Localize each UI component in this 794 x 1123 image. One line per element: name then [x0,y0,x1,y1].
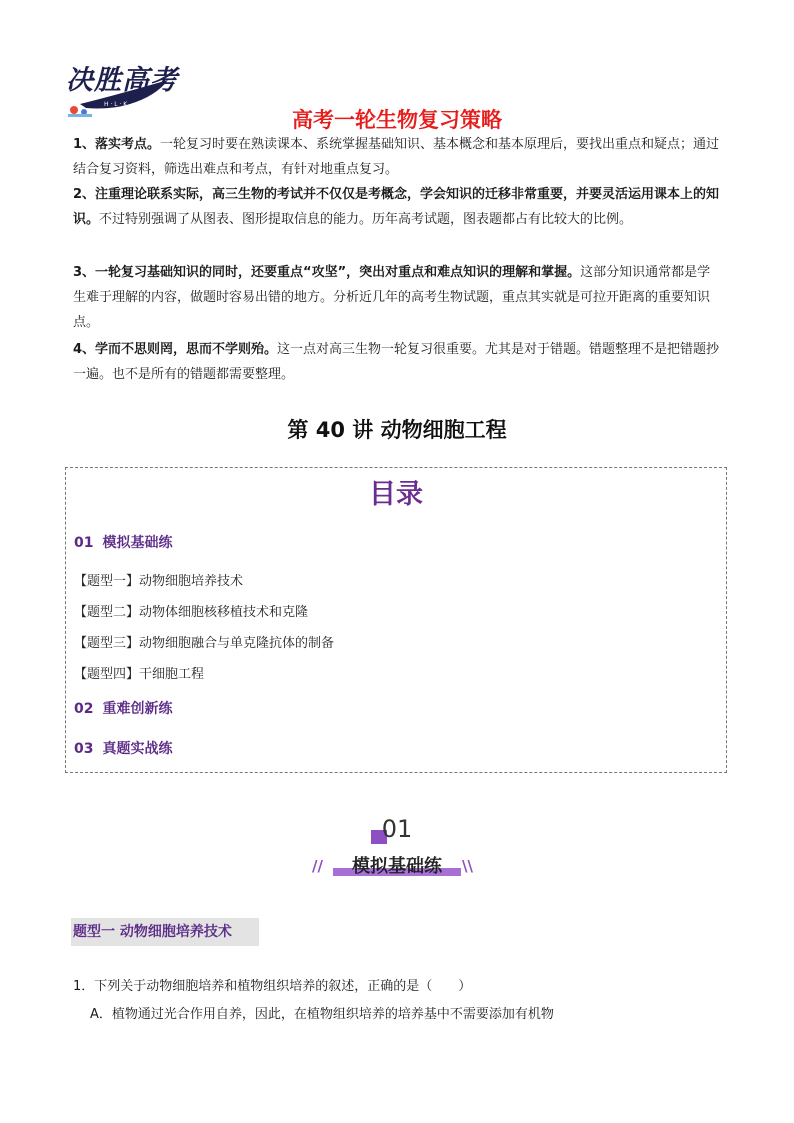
toc-item-type-3[interactable]: 【题型三】动物细胞融合与单克隆抗体的制备 [74,636,335,651]
banner-slash-right-icon: \\ [462,857,473,875]
strategy-3-text: 这部分知识通常都是学生难于理解的内容，做题时容易出错的地方。分析近几年的高考生物试题，重点其实就是可拉开距离的重要知识点。 [73,265,711,330]
lecture-title: 第 40 讲 动物细胞工程 [287,418,507,442]
question-option-a: A．植物通过光合作用自养，因此，在植物组织培养的培养基中不需要添加有机物 [90,1007,554,1022]
svg-text:H · L · K: H · L · K [104,101,128,108]
page-title: 高考一轮生物复习策略 [292,108,502,132]
toc-section-num: 02 [74,701,94,717]
banner-slash-left-icon: // [312,857,323,875]
strategy-1-text: 一轮复习时要在熟读课本、系统掌握基础知识、基本概念和基本原理后，要找出重点和疑点；通过结合复习资料，筛选出难点和考点，有针对地重点复习。 [73,137,720,177]
strategy-paragraph-3 [73,260,723,335]
table-of-contents [65,467,727,773]
strategy-3-bold: 3、一轮复习基础知识的同时，还要重点“攻坚”，突出对重点和难点知识的理解和掌握。 [73,265,581,280]
strategy-1-bold: 1、落实考点。 [73,137,161,152]
logo-text: 决胜高考 [66,65,178,96]
question-type-heading: 题型一 动物细胞培养技术 [71,918,259,946]
toc-section-num: 03 [74,741,94,757]
strategy-paragraph-4 [73,337,723,387]
strategy-paragraph-2 [73,182,723,232]
strategy-2-bold: 2、注重理论联系实际，高三生物的考试并不仅仅是考概念，学会知识的迁移非常重要，并要灵活运用课本上的知识。 [73,187,720,227]
toc-section-02[interactable] [74,698,172,718]
toc-section-num: 01 [74,535,94,551]
toc-section-03[interactable] [74,738,172,758]
strategy-4-bold: 4、学而不思则罔，思而不学则殆。 [73,342,278,357]
strategy-paragraph-1 [73,132,723,182]
toc-item-type-2[interactable]: 【题型二】动物体细胞核移植技术和克隆 [74,605,309,620]
question-stem: 1．下列关于动物细胞培养和植物组织培养的叙述，正确的是（ ） [73,979,472,994]
toc-section-01[interactable] [74,532,172,552]
toc-section-label: 重难创新练 [102,701,173,717]
section-number: 01 [381,815,413,843]
strategy-2-text: 不过特别强调了从图表、图形提取信息的能力。历年高考试题，图表题都占有比较大的比例。 [99,212,633,227]
toc-section-label: 真题实战练 [102,741,173,757]
toc-item-type-4[interactable]: 【题型四】干细胞工程 [74,667,205,682]
toc-item-type-1[interactable]: 【题型一】动物细胞培养技术 [74,574,244,589]
section-title: 模拟基础练 [352,856,442,877]
section-banner [0,812,794,882]
toc-title: 目录 [369,479,423,510]
strategy-4-text: 这一点对高三生物一轮复习很重要。尤其是对于错题。错题整理不是把错题抄一遍。也不是所有的错题都需要整理。 [73,342,720,382]
toc-section-label: 模拟基础练 [102,535,173,551]
